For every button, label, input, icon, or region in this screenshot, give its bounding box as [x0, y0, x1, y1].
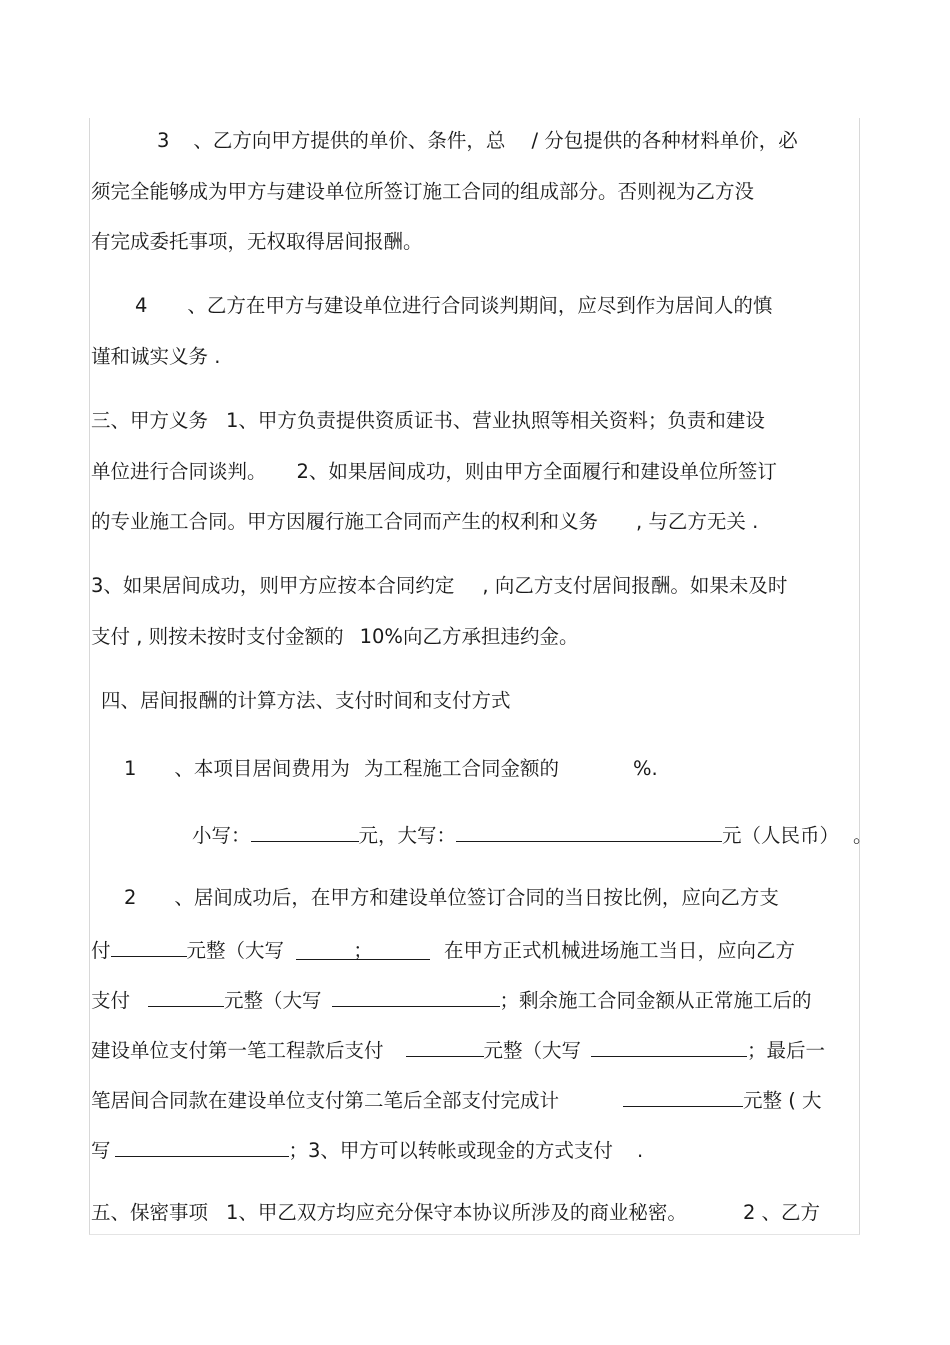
item2-line6-text-a: 写 [91, 1139, 111, 1162]
section3-line3-text-a: 的专业施工合同。甲方因履行施工合同而产生的权利和义务 [91, 510, 599, 533]
section4-item1-percent: %. [632, 757, 658, 780]
clause4-line2: 谨和诚实义务 . [91, 345, 221, 368]
amount-currency: 元（人民币） [722, 824, 840, 847]
semicolon: ； [353, 939, 373, 962]
section4-item1-text-a: 、本项目居间费用为 [174, 757, 350, 780]
item2-line3-text-a: 支付 [91, 989, 131, 1012]
page-frame [89, 118, 860, 1235]
clause4-line1 [135, 294, 772, 318]
item2-line3-text-b: 元整（大写 [224, 989, 322, 1012]
clause3-text-a: 、乙方向甲方提供的单价、条件，总 [193, 129, 506, 152]
section3-line2-text-a: 单位进行合同谈判。 [91, 460, 267, 483]
section3-heading: 三、甲方义务 [91, 409, 209, 432]
payment4-words-blank[interactable] [115, 1136, 289, 1157]
payment1-words-blank[interactable] [296, 939, 430, 960]
clause4-number: 4 [135, 294, 148, 317]
item2-line4-text-b: 元整（大写 [483, 1039, 582, 1062]
amount-big-blank[interactable] [456, 821, 722, 842]
payment3-words-blank[interactable] [591, 1036, 747, 1057]
payment1-blank[interactable] [111, 936, 187, 957]
section4-item1-text-b: 为工程施工合同金额的 [363, 757, 559, 780]
section3-item3: 3、如果居间成功，则甲方应按本合同约定 [91, 574, 455, 597]
section4-item2-line5 [91, 1086, 822, 1113]
item2-line2-text-d: 在甲方正式机械进场施工当日，应向乙方 [444, 939, 796, 962]
section4-item2-number: 2 [124, 886, 137, 909]
section4-item3: ；3、甲方可以转帐或现金的方式支付 [288, 1139, 613, 1162]
section4-heading: 四、居间报酬的计算方法、支付时间和支付方式 [101, 689, 511, 712]
item2-line4-text-a: 建设单位支付第一笔工程款后支付 [91, 1039, 384, 1062]
penalty-rate: 10% [359, 625, 403, 648]
section3-line5-text-a: 支付 , 则按未按时支付金额的 [91, 625, 344, 648]
item2-line3-text-c: ；剩余施工合同金额从正常施工后的 [499, 989, 812, 1012]
section3-line5 [91, 625, 578, 649]
payment3-blank[interactable] [406, 1036, 484, 1057]
item2-line6-period: . [636, 1139, 644, 1162]
clause3-text-b: / 分包提供的各种材料单价，必 [531, 129, 798, 152]
section4-item1-number: 1 [124, 757, 137, 780]
amount-small-blank[interactable] [251, 821, 359, 842]
item2-line5-text-a: 笔居间合同款在建设单位支付第二笔后全部支付完成计 [91, 1089, 560, 1112]
section3-line5-text-c: 向乙方承担违约金。 [402, 625, 579, 648]
section4-item2-line2 [91, 936, 795, 963]
section5-item2: 2 、乙方 [742, 1201, 821, 1224]
section4-item1 [124, 757, 658, 781]
clause3-line3: 有完成委托事项，无权取得居间报酬。 [91, 230, 423, 253]
amount-line [192, 821, 873, 848]
section3-line3 [91, 510, 758, 534]
amount-small-label: 小写： [192, 824, 251, 847]
section4-item2-line4 [91, 1036, 825, 1063]
item2-line4-text-c: ；最后一 [747, 1039, 826, 1062]
clause3-line2: 须完全能够成为甲方与建设单位所签订施工合同的组成部分。否则视为乙方没 [91, 180, 755, 203]
item2-line2-text-b: 元整（大写 [186, 939, 285, 962]
section3-item2: 2、如果居间成功，则由甲方全面履行和建设单位所签订 [296, 460, 777, 483]
section5-item1: 1、甲乙双方均应充分保守本协议所涉及的商业秘密。 [226, 1201, 687, 1224]
section5-heading: 五、保密事项 [91, 1201, 209, 1224]
payment2-words-blank[interactable] [332, 986, 500, 1007]
section3-line3-text-b: , 与乙方无关 . [636, 510, 759, 533]
section4-item2-line6 [91, 1136, 643, 1163]
amount-big-label: 元，大写： [358, 824, 457, 847]
item2-line5-text-b: 元整 ( 大 [743, 1089, 822, 1112]
payment4-blank[interactable] [623, 1086, 743, 1107]
clause3-number: 3 [157, 129, 170, 152]
section5-line1 [91, 1201, 820, 1225]
section4-item2-line1 [124, 886, 779, 910]
item2-line2-text-a: 付 [91, 939, 111, 962]
section4-item2-text: 、居间成功后，在甲方和建设单位签订合同的当日按比例，应向乙方支 [174, 886, 779, 909]
clause4-text: 、乙方在甲方与建设单位进行合同谈判期间，应尽到作为居间人的慎 [187, 294, 773, 317]
section3-line1 [91, 409, 765, 433]
section4-item2-line3 [91, 986, 812, 1013]
clause3-line1 [157, 129, 798, 153]
section3-line4 [91, 574, 787, 598]
section3-item1: 1、甲方负责提供资质证书、营业执照等相关资料；负责和建设 [226, 409, 765, 432]
payment2-blank[interactable] [148, 986, 224, 1007]
amount-end: 。 [853, 824, 873, 847]
section3-line2 [91, 460, 777, 484]
section3-line4-text-b: , 向乙方支付居间报酬。如果未及时 [482, 574, 788, 597]
